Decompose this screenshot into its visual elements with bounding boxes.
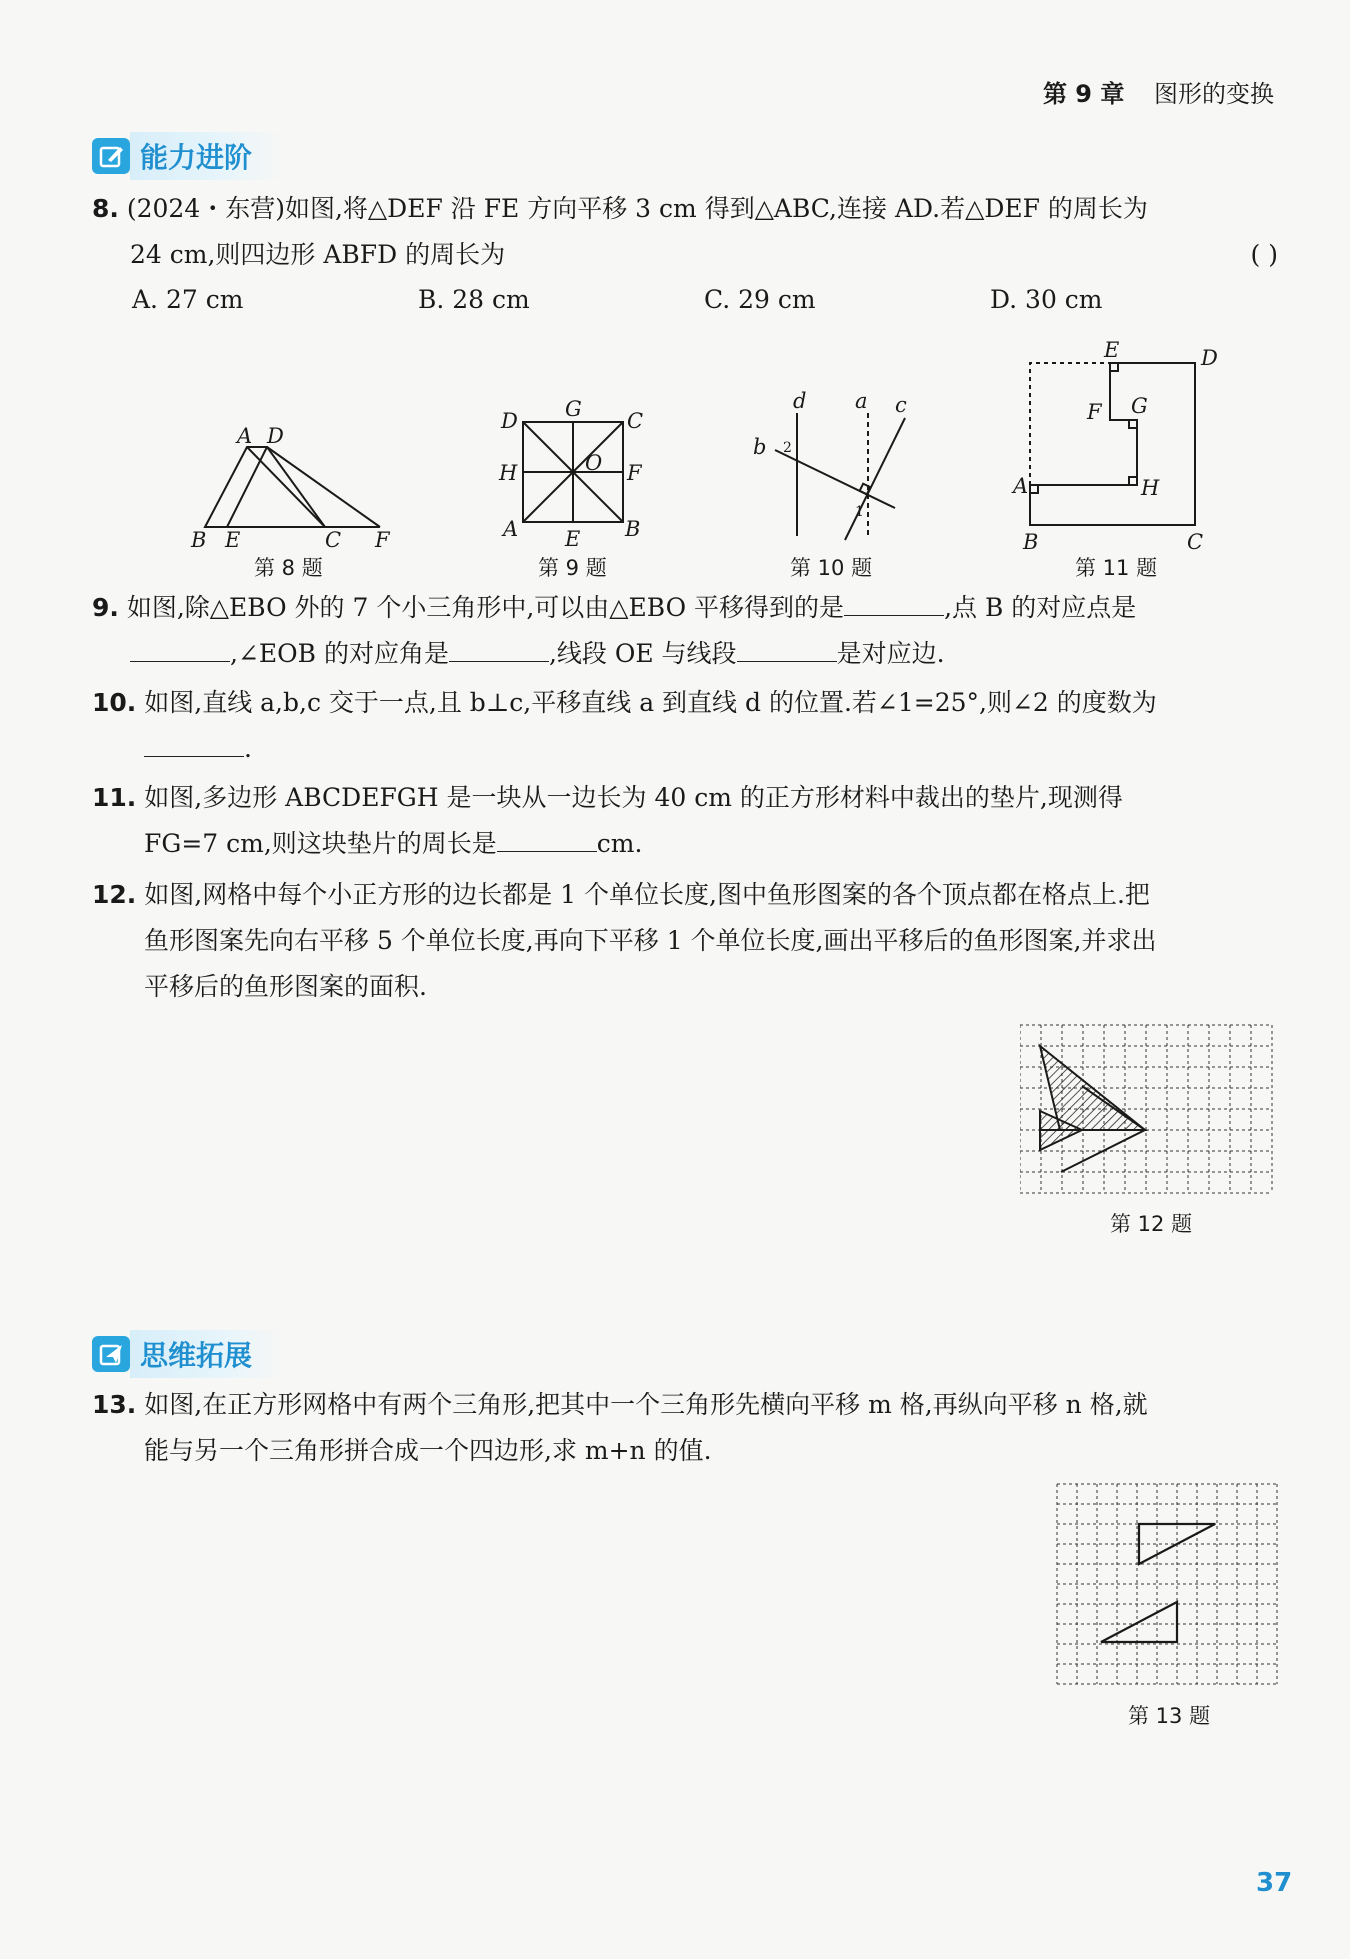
question-10: [92, 680, 1278, 772]
chapter-topic: 图形的变换: [1154, 80, 1274, 108]
question-12: [92, 872, 1278, 1010]
label-c: C: [627, 409, 644, 433]
label-b: B: [1023, 530, 1039, 550]
question-11: [92, 775, 1278, 867]
caption-12: 第 12 题: [1110, 1212, 1193, 1236]
answer-blank[interactable]: [144, 726, 244, 757]
chapter-label: 第 9 章: [1042, 80, 1125, 108]
question-text: 如图,多边形 ABCDEFGH 是一块从一边长为 40 cm 的正方形材料中裁出的垫片,现测得: [144, 783, 1123, 812]
label-e: E: [1104, 338, 1120, 362]
label-g: G: [1131, 394, 1148, 418]
question-number: 13.: [92, 1390, 137, 1419]
section-title: 思维拓展: [130, 1330, 282, 1378]
option-a[interactable]: A. 27 cm: [132, 285, 244, 314]
option-d[interactable]: D. 30 cm: [990, 285, 1103, 314]
option-b[interactable]: B. 28 cm: [418, 285, 530, 314]
question-number: 12.: [92, 880, 137, 909]
angle-1-label: 1: [855, 504, 864, 520]
question-text: (2024・东营)如图,将△DEF 沿 FE 方向平移 3 cm 得到△ABC,连接 AD.若△DEF 的周长为: [126, 194, 1148, 223]
label-d: D: [267, 425, 284, 448]
answer-blank[interactable]: [737, 631, 837, 662]
caption-8: 第 8 题: [254, 556, 323, 580]
question-text: ,点 B 的对应点是: [944, 593, 1137, 622]
question-text: 24 cm,则四边形 ABFD 的周长为: [130, 240, 506, 269]
figure-12-grid: [1020, 1022, 1280, 1197]
pencil-icon: [92, 138, 130, 174]
question-13: [92, 1382, 1278, 1474]
question-text: ,线段 OE 与线段: [548, 639, 737, 668]
label-b: B: [625, 517, 641, 541]
page-number: 37: [1256, 1868, 1293, 1898]
question-text: 鱼形图案先向右平移 5 个单位长度,再向下平移 1 个单位长度,画出平移后的鱼形图案,并求出: [144, 926, 1157, 955]
angle-2-label: 2: [783, 440, 792, 456]
question-text: 能与另一个三角形拼合成一个四边形,求 m+n 的值.: [144, 1436, 712, 1465]
question-text: 如图,网格中每个小正方形的边长都是 1 个单位长度,图中鱼形图案的各个顶点都在格点上.把: [144, 880, 1150, 909]
question-text: .: [244, 734, 252, 763]
label-f: F: [375, 528, 390, 552]
question-text: 平移后的鱼形图案的面积.: [144, 972, 427, 1001]
caption-11: 第 11 题: [1075, 556, 1158, 580]
figure-13-grid: [1055, 1482, 1280, 1687]
answer-blank[interactable]: [497, 821, 597, 852]
question-text: cm.: [596, 829, 643, 858]
label-e: E: [565, 527, 581, 550]
option-c[interactable]: C. 29 cm: [704, 285, 816, 314]
question-text: 是对应边.: [836, 639, 945, 668]
label-a: A: [503, 517, 519, 541]
paper-plane-icon: [92, 1336, 130, 1372]
label-a: a: [855, 389, 868, 413]
figure-11: [1005, 335, 1230, 550]
figure-8: [185, 425, 405, 555]
label-c: C: [325, 528, 342, 552]
label-d: d: [793, 389, 807, 413]
label-d: D: [501, 409, 518, 433]
section-heading-thinking: [92, 1330, 282, 1378]
figure-10: [745, 388, 915, 548]
question-text: 如图,直线 a,b,c 交于一点,且 b⊥c,平移直线 a 到直线 d 的位置.若∠1=25°,则∠2 的度数为: [144, 688, 1157, 717]
label-e: E: [225, 528, 241, 552]
label-b: B: [191, 528, 207, 552]
label-f: F: [1087, 400, 1102, 424]
question-text: 如图,在正方形网格中有两个三角形,把其中一个三角形先横向平移 m 格,再纵向平移 n 格,就: [144, 1390, 1148, 1419]
question-number: 11.: [92, 783, 137, 812]
label-c: C: [1187, 530, 1204, 550]
question-9: [92, 585, 1278, 677]
caption-9: 第 9 题: [538, 556, 607, 580]
question-number: 9.: [92, 593, 119, 622]
label-f: F: [627, 461, 642, 485]
label-d: D: [1201, 346, 1218, 370]
caption-13: 第 13 题: [1128, 1704, 1211, 1728]
section-heading-ability: [92, 132, 282, 180]
label-a: A: [1013, 474, 1029, 498]
question-number: 8.: [92, 194, 119, 223]
label-a: A: [237, 425, 253, 448]
label-c: c: [895, 393, 907, 417]
section-title: 能力进阶: [130, 132, 282, 180]
answer-paren[interactable]: ( ): [1250, 240, 1278, 269]
question-text: ,∠EOB 的对应角是: [230, 639, 449, 668]
question-8: [92, 186, 1278, 278]
label-h: H: [499, 461, 518, 485]
label-g: G: [565, 400, 582, 421]
question-text: FG=7 cm,则这块垫片的周长是: [144, 829, 497, 858]
caption-10: 第 10 题: [790, 556, 873, 580]
label-b: b: [753, 435, 767, 459]
figure-9: [495, 400, 655, 550]
label-h: H: [1141, 476, 1160, 500]
question-text: 如图,除△EBO 外的 7 个小三角形中,可以由△EBO 平移得到的是: [126, 593, 845, 622]
answer-blank[interactable]: [130, 631, 230, 662]
page-header: [1043, 74, 1274, 109]
answer-blank[interactable]: [449, 631, 549, 662]
answer-blank[interactable]: [844, 585, 944, 616]
question-number: 10.: [92, 688, 137, 717]
label-o: O: [585, 451, 603, 475]
